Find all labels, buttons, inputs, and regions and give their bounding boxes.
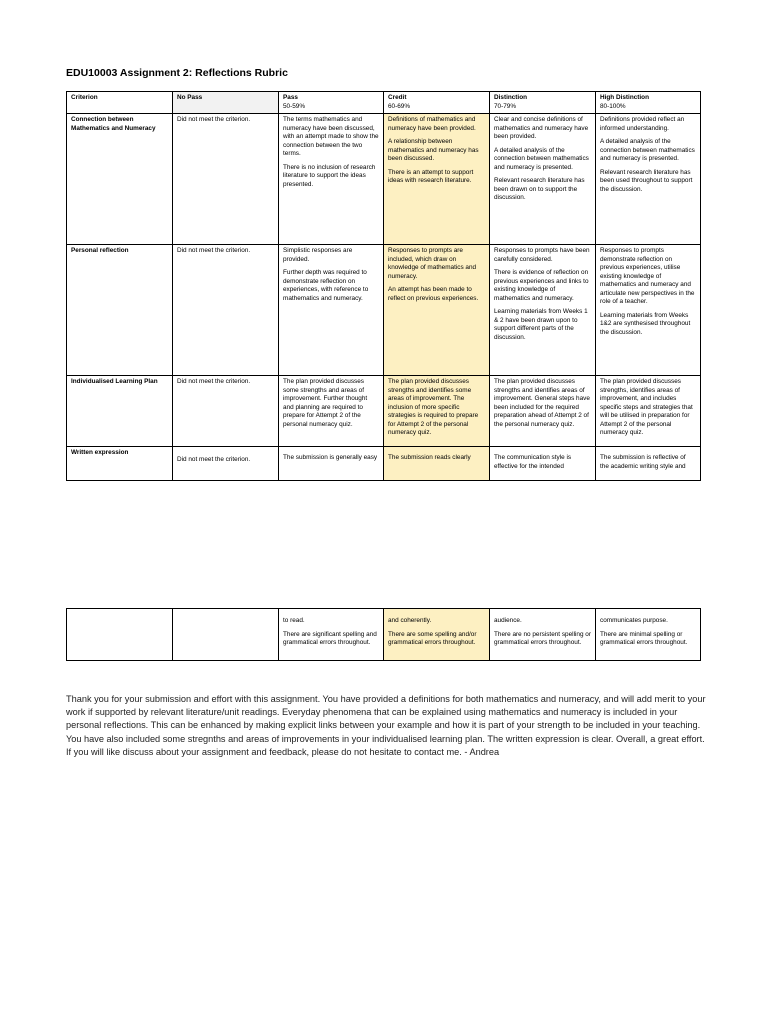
- distinction-cell: Responses to prompts have been carefully considered. There is evidence of reflection on previous experiences and links to existing knowledge of mathematics and numeracy. Learning materials from Weeks 1 & 2 have been drawn upon to support different parts of the discussion.: [490, 245, 596, 376]
- distinction-cell: audience. There are no persistent spelling or grammatical errors throughout.: [490, 609, 596, 661]
- no-pass-cell: [173, 609, 279, 661]
- high-distinction-cell: communicates purpose. There are minimal spelling or grammatical errors throughout.: [596, 609, 701, 661]
- rubric-row-connection: [67, 114, 701, 245]
- criterion-cell: Individualised Learning Plan: [67, 376, 173, 447]
- no-pass-cell: Did not meet the criterion.: [173, 245, 279, 376]
- pass-cell: to read. There are significant spelling and grammatical errors throughout.: [279, 609, 384, 661]
- credit-cell: The submission reads clearly: [384, 447, 490, 481]
- rubric-header-row: [67, 92, 701, 114]
- high-distinction-cell: Definitions provided reflect an informed understanding. A detailed analysis of the connection between mathematics and numeracy is presented. Relevant research literature has been used throughout to support the discussion.: [596, 114, 701, 245]
- distinction-cell: The plan provided discusses strengths and identifies areas of improvement. General steps have been included for the required preparation ahead of Attempt 2 of the personal numeracy quiz.: [490, 376, 596, 447]
- rubric-row-written-expression-continued: [67, 609, 701, 661]
- no-pass-cell: Did not meet the criterion.: [173, 376, 279, 447]
- rubric-row-learning-plan: [67, 376, 701, 447]
- high-distinction-cell: The submission is reflective of the academic writing style and: [596, 447, 701, 481]
- high-distinction-cell: The plan provided discusses strengths, identifies areas of improvement, and includes specific steps and strategies that will be utilised in preparation for Attempt 2 of the personal numeracy quiz.: [596, 376, 701, 447]
- credit-cell: Responses to prompts are included, which draw on knowledge of mathematics and numeracy. An attempt has been made to reflect on previous experiences.: [384, 245, 490, 376]
- rubric-row-personal-reflection: [67, 245, 701, 376]
- pass-cell: The plan provided discusses some strengths and areas of improvement. Further thought and planning are required to prepare for Attempt 2 of the personal numeracy quiz.: [279, 376, 384, 447]
- distinction-cell: Clear and concise definitions of mathematics and numeracy have been provided. A detailed analysis of the connection between mathematics and numeracy is presented. Relevant research literature has been drawn on to support the discussion.: [490, 114, 596, 245]
- credit-cell: The plan provided discusses strengths and identifies some areas of improvement. The inclusion of more specific strategies is required to prepare for Attempt 2 of the personal numeracy quiz.: [384, 376, 490, 447]
- high-distinction-cell: Responses to prompts demonstrate reflection on previous experiences, utilise existing knowledge of mathematics and numeracy and articulate new perspectives in the role of a teacher. Learning materials from Weeks 1&2 are synthesised throughout the discussion.: [596, 245, 701, 376]
- header-pass: Pass 50-59%: [279, 92, 384, 114]
- feedback-comment: Thank you for your submission and effort with this assignment. You have provided a definitions for both mathematics and numeracy, and will add merit to your work if supported by relevant literature/unit readings. Everyday phenomena that can be explained using mathematics and numeracy is included in your personal reflections. This can be enhanced by making explicit links between your example and how it is part of your strength to be included in your teaching. You have also included some stregnths and areas of improvements in your individualised learning plan. The written expression is clear. Overall, a great effort. If you will like discuss about your assignment and feedback, please do not hesitate to contact me. - Andrea: [66, 694, 706, 757]
- criterion-cell: Personal reflection: [67, 245, 173, 376]
- criterion-cell: Connection between Mathematics and Numeracy: [67, 114, 173, 245]
- document-title: EDU10003 Assignment 2: Reflections Rubric: [66, 67, 288, 79]
- no-pass-cell: Did not meet the criterion.: [173, 114, 279, 245]
- distinction-cell: The communication style is effective for the intended: [490, 447, 596, 481]
- header-credit: Credit 60-69%: [384, 92, 490, 114]
- credit-cell: and coherently. There are some spelling and/or grammatical errors throughout.: [384, 609, 490, 661]
- credit-cell: Definitions of mathematics and numeracy have been provided. A relationship between mathematics and numeracy has been discussed. There is an attempt to support ideas with research literature.: [384, 114, 490, 245]
- rubric-table: [66, 91, 701, 481]
- criterion-cell: Written expression: [67, 447, 173, 481]
- no-pass-cell: Did not meet the criterion.: [173, 447, 279, 481]
- pass-cell: Simplistic responses are provided. Further depth was required to demonstrate reflection on experiences, with reference to mathematics and numeracy.: [279, 245, 384, 376]
- header-distinction: Distinction 70-79%: [490, 92, 596, 114]
- rubric-row-written-expression: [67, 447, 701, 481]
- criterion-cell: [67, 609, 173, 661]
- pass-cell: The terms mathematics and numeracy have been discussed, with an attempt made to show the connection between the two terms. There is no inclusion of research literature to support the ideas presented.: [279, 114, 384, 245]
- rubric-table-continuation: [66, 608, 701, 661]
- pass-cell: The submission is generally easy: [279, 447, 384, 481]
- header-criterion: Criterion: [67, 92, 173, 114]
- header-high-distinction: High Distinction 80-100%: [596, 92, 701, 114]
- header-no-pass: No Pass: [173, 92, 279, 114]
